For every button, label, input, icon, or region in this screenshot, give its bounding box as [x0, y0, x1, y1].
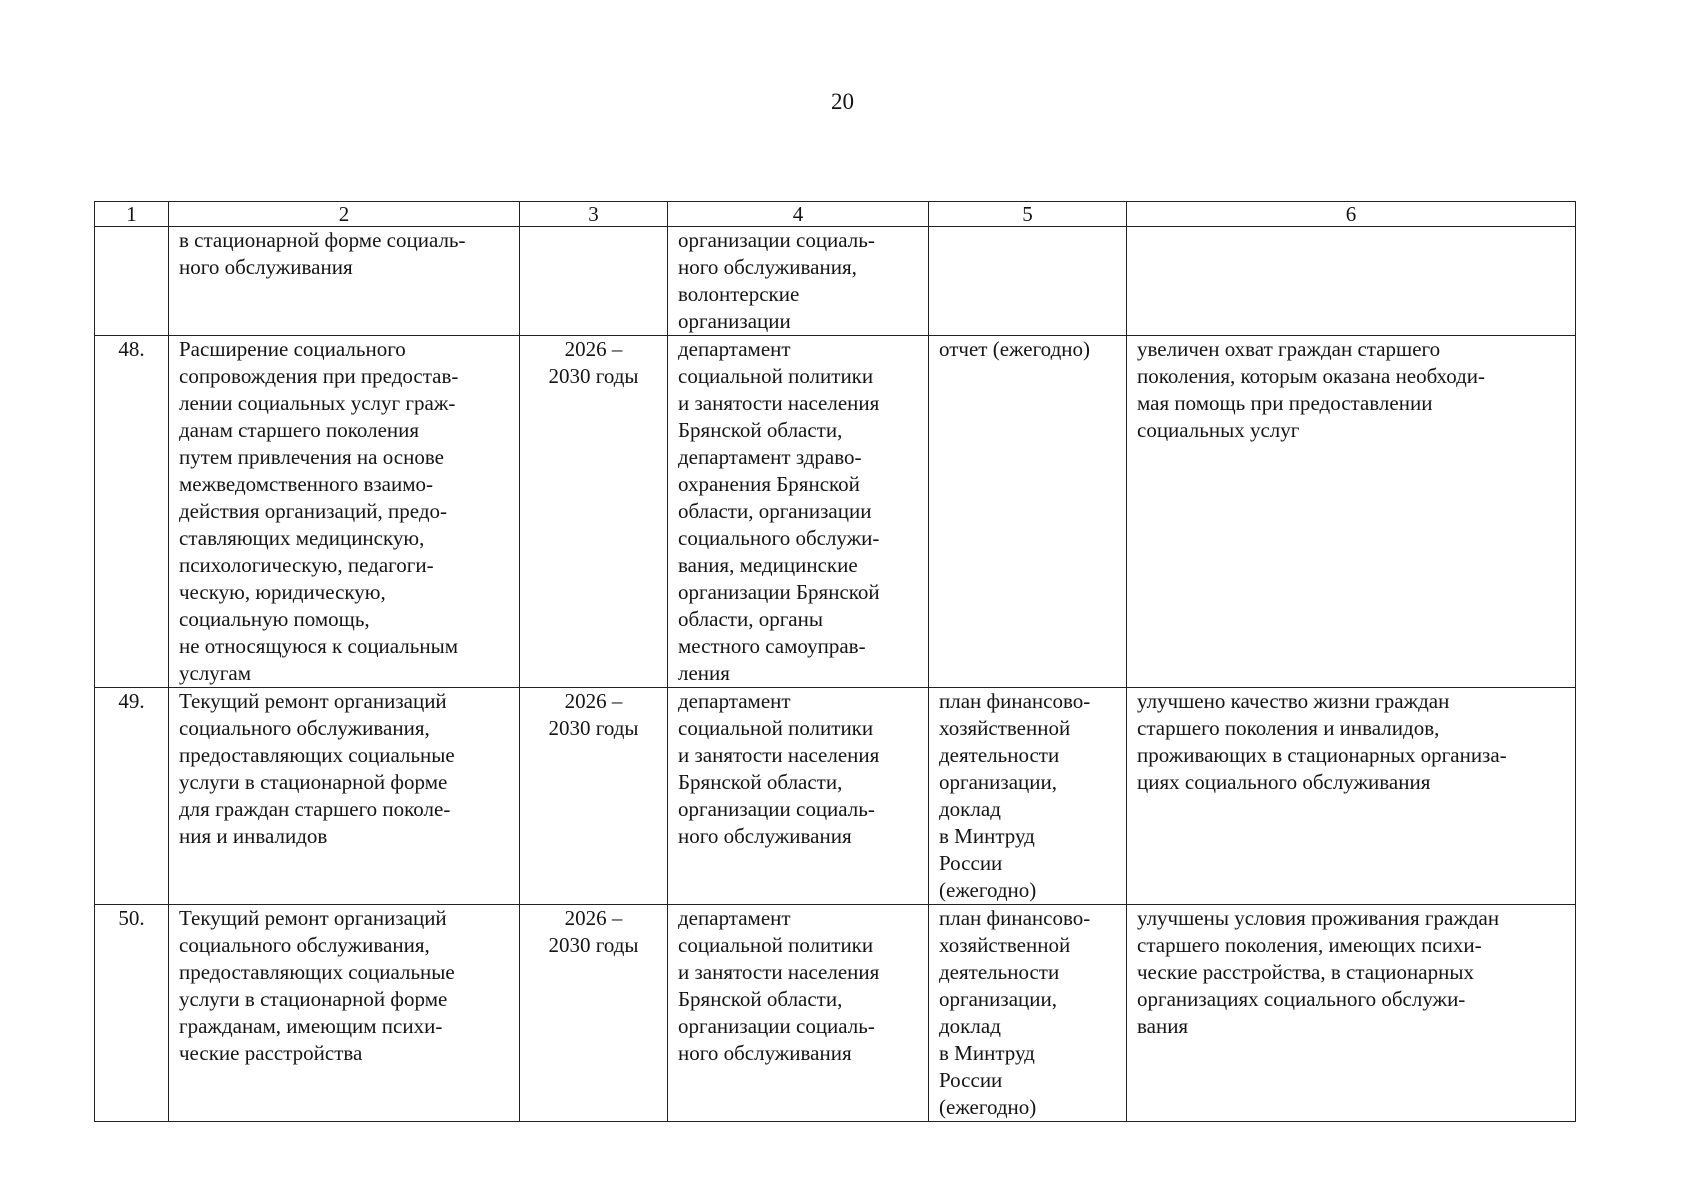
cell-control-form: план финансово- хозяйственной деятельности организации, доклад в Минтруд России (ежегодно) [929, 688, 1127, 905]
page-number: 20 [831, 89, 854, 114]
cell-control-form: отчет (ежегодно) [929, 336, 1127, 688]
column-header: 6 [1127, 202, 1576, 227]
column-header: 5 [929, 202, 1127, 227]
table-row-continuation [95, 227, 1576, 336]
table-row [95, 336, 1576, 688]
action-plan-table [94, 201, 1576, 1122]
cell-executors: организации социаль- ного обслуживания, волонтерские организации [668, 227, 929, 336]
cell-number [95, 227, 169, 336]
column-number-row [95, 202, 1576, 227]
cell-executors: департамент социальной политики и занятости населения Брянской области, организации социаль- ного обслуживания [668, 688, 929, 905]
cell-result: улучшены условия проживания граждан старшего поколения, имеющих психи- ческие расстройства, в стационарных организациях социального обслужи- вания [1127, 905, 1576, 1122]
cell-number: 49. [95, 688, 169, 905]
column-header: 4 [668, 202, 929, 227]
table-row [95, 688, 1576, 905]
column-header: 3 [520, 202, 668, 227]
cell-period [520, 227, 668, 336]
cell-period: 2026 – 2030 годы [520, 905, 668, 1122]
cell-event: Текущий ремонт организаций социального обслуживания, предоставляющих социальные услуги в стационарной форме для граждан старшего поколе- ния и инвалидов [169, 688, 520, 905]
cell-period: 2026 – 2030 годы [520, 688, 668, 905]
cell-control-form [929, 227, 1127, 336]
cell-executors: департамент социальной политики и занятости населения Брянской области, организации социаль- ного обслуживания [668, 905, 929, 1122]
cell-number: 48. [95, 336, 169, 688]
cell-event: в стационарной форме социаль- ного обслуживания [169, 227, 520, 336]
cell-period: 2026 – 2030 годы [520, 336, 668, 688]
cell-number: 50. [95, 905, 169, 1122]
cell-executors: департамент социальной политики и занятости населения Брянской области, департамент здраво- охранения Брянской области, организации социального обслужи- вания, медицинские организации Брянской области, органы местного самоуправ- ления [668, 336, 929, 688]
column-header: 1 [95, 202, 169, 227]
cell-result: улучшено качество жизни граждан старшего поколения и инвалидов, проживающих в стационарных организа- циях социального обслуживания [1127, 688, 1576, 905]
cell-control-form: план финансово- хозяйственной деятельности организации, доклад в Минтруд России (ежегодно) [929, 905, 1127, 1122]
cell-event: Текущий ремонт организаций социального обслуживания, предоставляющих социальные услуги в стационарной форме гражданам, имеющим психи- ческие расстройства [169, 905, 520, 1122]
cell-result [1127, 227, 1576, 336]
table-row [95, 905, 1576, 1122]
cell-event: Расширение социального сопровождения при предостав- лении социальных услуг граж- данам старшего поколения путем привлечения на основе межведомственного взаимо- действия организаций, предо- ставляющих медицинскую, психологическую, педагоги- ческую, юридическую, социальную помощь, не относящуюся к социальным услугам [169, 336, 520, 688]
column-header: 2 [169, 202, 520, 227]
cell-result: увеличен охват граждан старшего поколения, которым оказана необходи- мая помощь при предоставлении социальных услуг [1127, 336, 1576, 688]
